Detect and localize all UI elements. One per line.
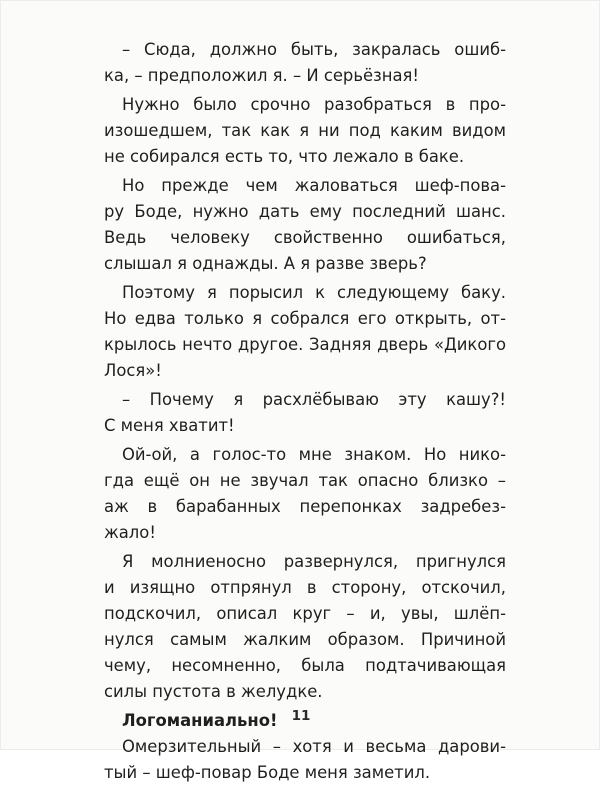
- text-line: Лося»!: [104, 361, 162, 380]
- text-line: Поэтому я порысил к следующему баку.: [122, 283, 506, 302]
- text-line: – Почему я расхлёбываю эту кашу?!: [122, 390, 506, 409]
- text-line: тый – шеф-повар Боде меня заметил.: [104, 763, 431, 782]
- text-line: С меня хватит!: [104, 416, 235, 435]
- text-line: подскочил, описал круг – и, увы, шлёп-: [104, 604, 506, 623]
- text-line: Ой-ой, а голос-то мне знаком. Но нико-: [122, 445, 506, 464]
- text-line: крылось нечто другое. Задняя дверь «Дикого: [104, 335, 506, 354]
- text-line: Я молниеносно развернулся, пригнулся: [122, 552, 506, 571]
- page-number: 11: [291, 708, 311, 724]
- text-line: нулся самым жалким образом. Причиной: [104, 630, 506, 649]
- text-line: аж в барабанных перепонках задребез-: [104, 497, 506, 516]
- text-line: жало!: [104, 523, 156, 542]
- text-line: Нужно было срочно разобраться в про-: [122, 95, 506, 114]
- text-line: – Сюда, должно быть, закралась ошиб-: [122, 40, 506, 59]
- text-line: гда ещё он не звучал так опасно близко –: [104, 471, 506, 490]
- text-line: Но прежде чем жаловаться шеф-пова-: [122, 176, 506, 195]
- text-line: ка, – предположил я. – И серьёзная!: [104, 66, 419, 85]
- text-line: ру Боде, нужно дать ему последний шанс.: [104, 202, 506, 221]
- text-line: не собирался есть то, что лежало в баке.: [104, 147, 465, 166]
- text-line: Но едва только я собрался его открыть, от-: [104, 309, 506, 328]
- section-heading: Логоманиально!: [122, 711, 278, 730]
- text-line: слышал я однажды. А я разве зверь?: [104, 254, 427, 273]
- text-line: Омерзительный – хотя и весьма дарови-: [122, 737, 506, 756]
- text-line: изошедшем, так как я ни под каким видом: [104, 121, 506, 140]
- text-line: Ведь человеку свойственно ошибаться,: [104, 228, 506, 247]
- text-line: силы пустота в желудке.: [104, 682, 323, 701]
- text-line: чему, несомненно, была подтачивающая: [104, 656, 506, 675]
- text-line: и изящно отпрянул в сторону, отскочил,: [104, 578, 506, 597]
